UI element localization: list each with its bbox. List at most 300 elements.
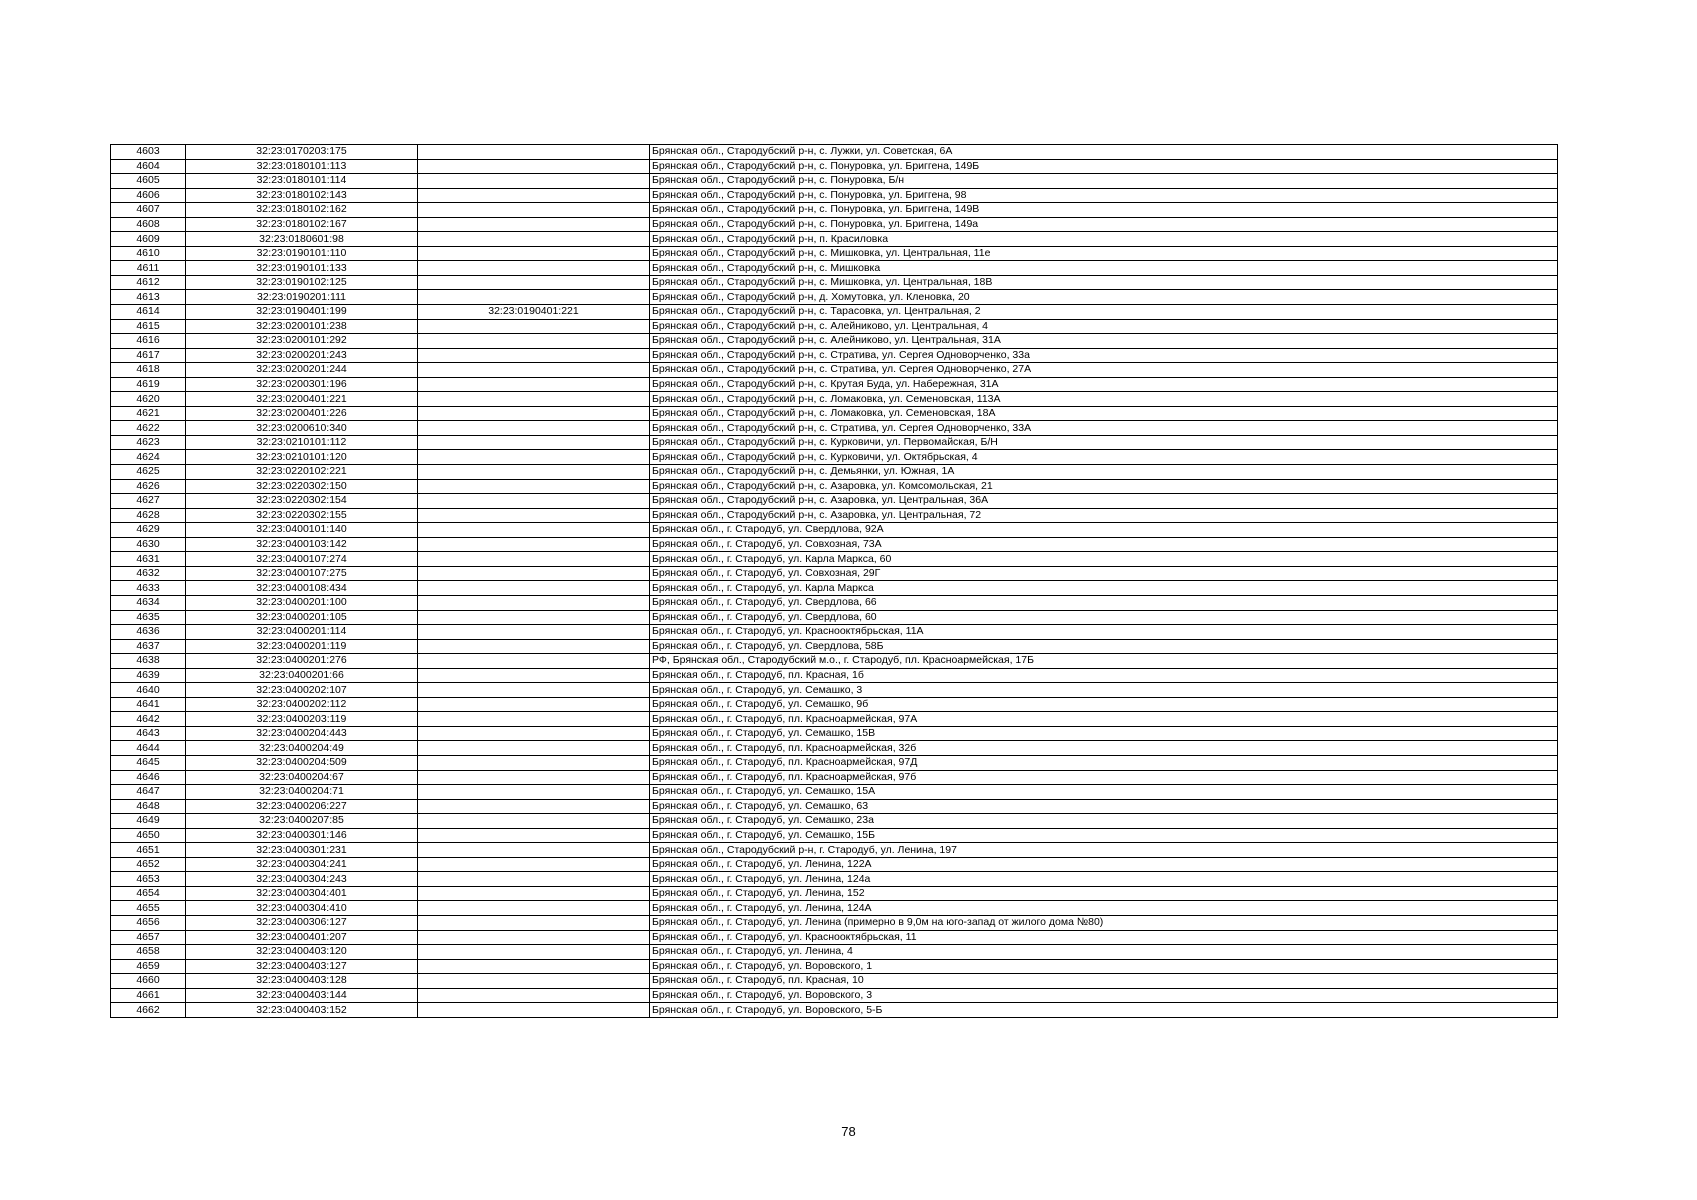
address-cell: Брянская обл., Стародубский р-н, с. Тарасовка, ул. Центральная, 2: [650, 305, 1558, 320]
row-number-cell: 4650: [111, 828, 186, 843]
address-cell: Брянская обл., Стародубский р-н, г. Стародуб, ул. Ленина, 197: [650, 843, 1558, 858]
table-row: [111, 799, 1558, 814]
cadastral-number-cell: 32:23:0400207:85: [186, 814, 418, 829]
address-cell: Брянская обл., Стародубский р-н, с. Алейниково, ул. Центральная, 31А: [650, 334, 1558, 349]
table-row: [111, 508, 1558, 523]
table-row: [111, 654, 1558, 669]
row-number-cell: 4613: [111, 290, 186, 305]
address-cell: Брянская обл., Стародубский р-н, д. Хомутовка, ул. Кленовка, 20: [650, 290, 1558, 305]
cadastral-number-cell: 32:23:0400202:107: [186, 683, 418, 698]
address-cell: Брянская обл., г. Стародуб, пл. Красноармейская, 97А: [650, 712, 1558, 727]
previous-cadastral-number-cell: [418, 261, 650, 276]
row-number-cell: 4638: [111, 654, 186, 669]
row-number-cell: 4649: [111, 814, 186, 829]
table-row: [111, 334, 1558, 349]
row-number-cell: 4614: [111, 305, 186, 320]
address-cell: Брянская обл., г. Стародуб, пл. Красная, 10: [650, 974, 1558, 989]
row-number-cell: 4657: [111, 930, 186, 945]
address-cell: Брянская обл., г. Стародуб, ул. Краснооктябрьская, 11А: [650, 625, 1558, 640]
table-row: [111, 814, 1558, 829]
previous-cadastral-number-cell: [418, 566, 650, 581]
row-number-cell: 4609: [111, 232, 186, 247]
address-cell: Брянская обл., Стародубский р-н, с. Мишковка, ул. Центральная, 18В: [650, 275, 1558, 290]
previous-cadastral-number-cell: [418, 290, 650, 305]
previous-cadastral-number-cell: [418, 901, 650, 916]
cadastral-number-cell: 32:23:0220302:155: [186, 508, 418, 523]
table-row: [111, 261, 1558, 276]
table-row: [111, 712, 1558, 727]
cadastral-number-cell: 32:23:0400403:120: [186, 945, 418, 960]
previous-cadastral-number-cell: [418, 188, 650, 203]
address-cell: Брянская обл., г. Стародуб, ул. Воровского, 5-Б: [650, 1003, 1558, 1018]
address-cell: Брянская обл., г. Стародуб, пл. Красноармейская, 97Д: [650, 755, 1558, 770]
address-cell: Брянская обл., г. Стародуб, ул. Семашко, 63: [650, 799, 1558, 814]
previous-cadastral-number-cell: [418, 523, 650, 538]
address-cell: РФ, Брянская обл., Стародубский м.о., г. Стародуб, пл. Красноармейская, 17Б: [650, 654, 1558, 669]
cadastral-number-cell: 32:23:0210101:120: [186, 450, 418, 465]
row-number-cell: 4630: [111, 537, 186, 552]
table-row: [111, 188, 1558, 203]
cadastral-number-cell: 32:23:0400204:509: [186, 755, 418, 770]
row-number-cell: 4639: [111, 668, 186, 683]
previous-cadastral-number-cell: [418, 377, 650, 392]
previous-cadastral-number-cell: [418, 537, 650, 552]
address-cell: Брянская обл., Стародубский р-н, с. Стратива, ул. Сергея Одноворченко, 33А: [650, 421, 1558, 436]
cadastral-number-cell: 32:23:0200401:226: [186, 406, 418, 421]
row-number-cell: 4616: [111, 334, 186, 349]
row-number-cell: 4658: [111, 945, 186, 960]
cadastral-number-cell: 32:23:0180601:98: [186, 232, 418, 247]
cadastral-number-cell: 32:23:0400206:227: [186, 799, 418, 814]
row-number-cell: 4634: [111, 595, 186, 610]
previous-cadastral-number-cell: 32:23:0190401:221: [418, 305, 650, 320]
table-row: [111, 930, 1558, 945]
address-cell: Брянская обл., г. Стародуб, ул. Свердлова, 60: [650, 610, 1558, 625]
table-row: [111, 479, 1558, 494]
cadastral-number-cell: 32:23:0200201:243: [186, 348, 418, 363]
table-row: [111, 159, 1558, 174]
row-number-cell: 4619: [111, 377, 186, 392]
table-row: [111, 726, 1558, 741]
previous-cadastral-number-cell: [418, 552, 650, 567]
cadastral-number-cell: 32:23:0190401:199: [186, 305, 418, 320]
table-row: [111, 828, 1558, 843]
table-row: [111, 639, 1558, 654]
table-row: [111, 450, 1558, 465]
address-cell: Брянская обл., г. Стародуб, пл. Красная, 1б: [650, 668, 1558, 683]
cadastral-number-cell: 32:23:0400103:142: [186, 537, 418, 552]
previous-cadastral-number-cell: [418, 217, 650, 232]
table-row: [111, 537, 1558, 552]
previous-cadastral-number-cell: [418, 959, 650, 974]
table-row: [111, 465, 1558, 480]
address-cell: Брянская обл., Стародубский р-н, с. Понуровка, ул. Бриггена, 98: [650, 188, 1558, 203]
cadastral-number-cell: 32:23:0400201:276: [186, 654, 418, 669]
table-row: [111, 174, 1558, 189]
previous-cadastral-number-cell: [418, 246, 650, 261]
registry-table: [110, 144, 1558, 1018]
address-cell: Брянская обл., Стародубский р-н, с. Демьянки, ул. Южная, 1А: [650, 465, 1558, 480]
cadastral-number-cell: 32:23:0400107:274: [186, 552, 418, 567]
address-cell: Брянская обл., Стародубский р-н, с. Курковичи, ул. Октябрьская, 4: [650, 450, 1558, 465]
address-cell: Брянская обл., Стародубский р-н, с. Лужки, ул. Советская, 6А: [650, 145, 1558, 160]
previous-cadastral-number-cell: [418, 319, 650, 334]
row-number-cell: 4651: [111, 843, 186, 858]
previous-cadastral-number-cell: [418, 741, 650, 756]
cadastral-number-cell: 32:23:0400204:443: [186, 726, 418, 741]
address-cell: Брянская обл., Стародубский р-н, с. Азаровка, ул. Центральная, 72: [650, 508, 1558, 523]
previous-cadastral-number-cell: [418, 857, 650, 872]
cadastral-number-cell: 32:23:0180102:143: [186, 188, 418, 203]
previous-cadastral-number-cell: [418, 974, 650, 989]
previous-cadastral-number-cell: [418, 174, 650, 189]
table-row: [111, 319, 1558, 334]
table-row: [111, 901, 1558, 916]
address-cell: Брянская обл., Стародубский р-н, с. Ломаковка, ул. Семеновская, 18А: [650, 406, 1558, 421]
cadastral-number-cell: 32:23:0200101:238: [186, 319, 418, 334]
cadastral-number-cell: 32:23:0220302:154: [186, 494, 418, 509]
row-number-cell: 4615: [111, 319, 186, 334]
previous-cadastral-number-cell: [418, 712, 650, 727]
cadastral-number-cell: 32:23:0400101:140: [186, 523, 418, 538]
previous-cadastral-number-cell: [418, 508, 650, 523]
row-number-cell: 4655: [111, 901, 186, 916]
cadastral-number-cell: 32:23:0190102:125: [186, 275, 418, 290]
table-row: [111, 785, 1558, 800]
table-row: [111, 595, 1558, 610]
address-cell: Брянская обл., Стародубский р-н, с. Понуровка, ул. Бриггена, 149а: [650, 217, 1558, 232]
row-number-cell: 4632: [111, 566, 186, 581]
previous-cadastral-number-cell: [418, 872, 650, 887]
previous-cadastral-number-cell: [418, 639, 650, 654]
row-number-cell: 4607: [111, 203, 186, 218]
row-number-cell: 4662: [111, 1003, 186, 1018]
table-row: [111, 581, 1558, 596]
cadastral-number-cell: 32:23:0400304:241: [186, 857, 418, 872]
address-cell: Брянская обл., г. Стародуб, ул. Семашко, 15В: [650, 726, 1558, 741]
cadastral-number-cell: 32:23:0400201:105: [186, 610, 418, 625]
cadastral-number-cell: 32:23:0180102:167: [186, 217, 418, 232]
row-number-cell: 4652: [111, 857, 186, 872]
address-cell: Брянская обл., Стародубский р-н, с. Мишковка, ул. Центральная, 11е: [650, 246, 1558, 261]
address-cell: Брянская обл., г. Стародуб, ул. Ленина, 124А: [650, 901, 1558, 916]
previous-cadastral-number-cell: [418, 814, 650, 829]
previous-cadastral-number-cell: [418, 275, 650, 290]
row-number-cell: 4617: [111, 348, 186, 363]
table-row: [111, 290, 1558, 305]
address-cell: Брянская обл., г. Стародуб, ул. Свердлова, 58Б: [650, 639, 1558, 654]
previous-cadastral-number-cell: [418, 392, 650, 407]
previous-cadastral-number-cell: [418, 465, 650, 480]
cadastral-number-cell: 32:23:0170203:175: [186, 145, 418, 160]
cadastral-number-cell: 32:23:0400204:67: [186, 770, 418, 785]
table-row: [111, 872, 1558, 887]
previous-cadastral-number-cell: [418, 479, 650, 494]
address-cell: Брянская обл., Стародубский р-н, с. Мишковка: [650, 261, 1558, 276]
row-number-cell: 4629: [111, 523, 186, 538]
table-row: [111, 755, 1558, 770]
address-cell: Брянская обл., Стародубский р-н, с. Крутая Буда, ул. Набережная, 31А: [650, 377, 1558, 392]
row-number-cell: 4621: [111, 406, 186, 421]
address-cell: Брянская обл., г. Стародуб, ул. Семашко, 3: [650, 683, 1558, 698]
cadastral-number-cell: 32:23:0400304:243: [186, 872, 418, 887]
table-row: [111, 843, 1558, 858]
cadastral-number-cell: 32:23:0220102:221: [186, 465, 418, 480]
table-row: [111, 857, 1558, 872]
address-cell: Брянская обл., Стародубский р-н, с. Понуровка, ул. Бриггена, 149Б: [650, 159, 1558, 174]
table-row: [111, 770, 1558, 785]
table-row: [111, 435, 1558, 450]
address-cell: Брянская обл., Стародубский р-н, п. Красиловка: [650, 232, 1558, 247]
row-number-cell: 4626: [111, 479, 186, 494]
address-cell: Брянская обл., г. Стародуб, ул. Свердлова, 66: [650, 595, 1558, 610]
cadastral-number-cell: 32:23:0190101:110: [186, 246, 418, 261]
previous-cadastral-number-cell: [418, 232, 650, 247]
previous-cadastral-number-cell: [418, 595, 650, 610]
table-row: [111, 377, 1558, 392]
previous-cadastral-number-cell: [418, 886, 650, 901]
previous-cadastral-number-cell: [418, 945, 650, 960]
row-number-cell: 4608: [111, 217, 186, 232]
cadastral-number-cell: 32:23:0400401:207: [186, 930, 418, 945]
table-row: [111, 974, 1558, 989]
table-row: [111, 203, 1558, 218]
row-number-cell: 4643: [111, 726, 186, 741]
table-row: [111, 246, 1558, 261]
previous-cadastral-number-cell: [418, 799, 650, 814]
table-row: [111, 1003, 1558, 1018]
row-number-cell: 4641: [111, 697, 186, 712]
row-number-cell: 4636: [111, 625, 186, 640]
address-cell: Брянская обл., Стародубский р-н, с. Курковичи, ул. Первомайская, Б/Н: [650, 435, 1558, 450]
cadastral-number-cell: 32:23:0400202:112: [186, 697, 418, 712]
table-row: [111, 363, 1558, 378]
cadastral-number-cell: 32:23:0190201:111: [186, 290, 418, 305]
previous-cadastral-number-cell: [418, 435, 650, 450]
cadastral-number-cell: 32:23:0400201:119: [186, 639, 418, 654]
cadastral-number-cell: 32:23:0400201:66: [186, 668, 418, 683]
previous-cadastral-number-cell: [418, 625, 650, 640]
previous-cadastral-number-cell: [418, 828, 650, 843]
row-number-cell: 4612: [111, 275, 186, 290]
table-row: [111, 566, 1558, 581]
row-number-cell: 4610: [111, 246, 186, 261]
table-row: [111, 523, 1558, 538]
cadastral-number-cell: 32:23:0400301:146: [186, 828, 418, 843]
table-row: [111, 625, 1558, 640]
address-cell: Брянская обл., г. Стародуб, пл. Красноармейская, 32б: [650, 741, 1558, 756]
row-number-cell: 4604: [111, 159, 186, 174]
previous-cadastral-number-cell: [418, 159, 650, 174]
row-number-cell: 4605: [111, 174, 186, 189]
row-number-cell: 4627: [111, 494, 186, 509]
address-cell: Брянская обл., г. Стародуб, ул. Воровского, 3: [650, 988, 1558, 1003]
table-row: [111, 392, 1558, 407]
cadastral-number-cell: 32:23:0200401:221: [186, 392, 418, 407]
row-number-cell: 4618: [111, 363, 186, 378]
row-number-cell: 4661: [111, 988, 186, 1003]
table-row: [111, 668, 1558, 683]
previous-cadastral-number-cell: [418, 697, 650, 712]
previous-cadastral-number-cell: [418, 421, 650, 436]
previous-cadastral-number-cell: [418, 726, 650, 741]
row-number-cell: 4640: [111, 683, 186, 698]
address-cell: Брянская обл., Стародубский р-н, с. Стратива, ул. Сергея Одноворченко, 33а: [650, 348, 1558, 363]
row-number-cell: 4631: [111, 552, 186, 567]
previous-cadastral-number-cell: [418, 785, 650, 800]
cadastral-number-cell: 32:23:0190101:133: [186, 261, 418, 276]
row-number-cell: 4611: [111, 261, 186, 276]
cadastral-number-cell: 32:23:0400403:127: [186, 959, 418, 974]
previous-cadastral-number-cell: [418, 988, 650, 1003]
row-number-cell: 4624: [111, 450, 186, 465]
address-cell: Брянская обл., г. Стародуб, ул. Совхозная, 73А: [650, 537, 1558, 552]
cadastral-number-cell: 32:23:0400201:114: [186, 625, 418, 640]
registry-table-body: [111, 145, 1558, 1018]
cadastral-number-cell: 32:23:0400204:71: [186, 785, 418, 800]
row-number-cell: 4628: [111, 508, 186, 523]
address-cell: Брянская обл., г. Стародуб, ул. Семашко, 23а: [650, 814, 1558, 829]
table-row: [111, 348, 1558, 363]
table-row: [111, 217, 1558, 232]
row-number-cell: 4656: [111, 915, 186, 930]
cadastral-number-cell: 32:23:0180101:114: [186, 174, 418, 189]
row-number-cell: 4653: [111, 872, 186, 887]
previous-cadastral-number-cell: [418, 1003, 650, 1018]
previous-cadastral-number-cell: [418, 145, 650, 160]
table-row: [111, 988, 1558, 1003]
cadastral-number-cell: 32:23:0400108:434: [186, 581, 418, 596]
cadastral-number-cell: 32:23:0180101:113: [186, 159, 418, 174]
address-cell: Брянская обл., г. Стародуб, ул. Ленина (примерно в 9,0м на юго-запад от жилого дома №80): [650, 915, 1558, 930]
address-cell: Брянская обл., г. Стародуб, ул. Совхозная, 29Г: [650, 566, 1558, 581]
row-number-cell: 4645: [111, 755, 186, 770]
cadastral-number-cell: 32:23:0400304:401: [186, 886, 418, 901]
address-cell: Брянская обл., г. Стародуб, ул. Карла Маркса: [650, 581, 1558, 596]
address-cell: Брянская обл., Стародубский р-н, с. Азаровка, ул. Комсомольская, 21: [650, 479, 1558, 494]
previous-cadastral-number-cell: [418, 348, 650, 363]
address-cell: Брянская обл., г. Стародуб, ул. Воровского, 1: [650, 959, 1558, 974]
cadastral-number-cell: 32:23:0400403:144: [186, 988, 418, 1003]
cadastral-number-cell: 32:23:0200201:244: [186, 363, 418, 378]
address-cell: Брянская обл., Стародубский р-н, с. Азаровка, ул. Центральная, 36А: [650, 494, 1558, 509]
previous-cadastral-number-cell: [418, 683, 650, 698]
address-cell: Брянская обл., г. Стародуб, ул. Свердлова, 92А: [650, 523, 1558, 538]
address-cell: Брянская обл., г. Стародуб, ул. Семашко, 9б: [650, 697, 1558, 712]
row-number-cell: 4622: [111, 421, 186, 436]
table-row: [111, 494, 1558, 509]
address-cell: Брянская обл., Стародубский р-н, с. Ломаковка, ул. Семеновская, 113А: [650, 392, 1558, 407]
previous-cadastral-number-cell: [418, 755, 650, 770]
table-row: [111, 421, 1558, 436]
table-row: [111, 683, 1558, 698]
address-cell: Брянская обл., г. Стародуб, ул. Семашко, 15А: [650, 785, 1558, 800]
cadastral-number-cell: 32:23:0180102:162: [186, 203, 418, 218]
cadastral-number-cell: 32:23:0210101:112: [186, 435, 418, 450]
cadastral-number-cell: 32:23:0220302:150: [186, 479, 418, 494]
table-row: [111, 406, 1558, 421]
row-number-cell: 4620: [111, 392, 186, 407]
cadastral-number-cell: 32:23:0400201:100: [186, 595, 418, 610]
address-cell: Брянская обл., г. Стародуб, ул. Ленина, 122А: [650, 857, 1558, 872]
address-cell: Брянская обл., г. Стародуб, ул. Карла Маркса, 60: [650, 552, 1558, 567]
previous-cadastral-number-cell: [418, 654, 650, 669]
cadastral-number-cell: 32:23:0400203:119: [186, 712, 418, 727]
cadastral-number-cell: 32:23:0400204:49: [186, 741, 418, 756]
row-number-cell: 4644: [111, 741, 186, 756]
row-number-cell: 4625: [111, 465, 186, 480]
cadastral-number-cell: 32:23:0400301:231: [186, 843, 418, 858]
row-number-cell: 4635: [111, 610, 186, 625]
cadastral-number-cell: 32:23:0200610:340: [186, 421, 418, 436]
address-cell: Брянская обл., г. Стародуб, ул. Краснооктябрьская, 11: [650, 930, 1558, 945]
table-row: [111, 886, 1558, 901]
cadastral-number-cell: 32:23:0200301:196: [186, 377, 418, 392]
cadastral-number-cell: 32:23:0400403:128: [186, 974, 418, 989]
row-number-cell: 4633: [111, 581, 186, 596]
table-row: [111, 610, 1558, 625]
row-number-cell: 4637: [111, 639, 186, 654]
row-number-cell: 4642: [111, 712, 186, 727]
row-number-cell: 4660: [111, 974, 186, 989]
row-number-cell: 4647: [111, 785, 186, 800]
cadastral-number-cell: 32:23:0400107:275: [186, 566, 418, 581]
previous-cadastral-number-cell: [418, 494, 650, 509]
address-cell: Брянская обл., г. Стародуб, ул. Ленина, 124а: [650, 872, 1558, 887]
address-cell: Брянская обл., Стародубский р-н, с. Понуровка, ул. Бриггена, 149В: [650, 203, 1558, 218]
address-cell: Брянская обл., Стародубский р-н, с. Понуровка, Б/н: [650, 174, 1558, 189]
previous-cadastral-number-cell: [418, 450, 650, 465]
address-cell: Брянская обл., г. Стародуб, ул. Ленина, 152: [650, 886, 1558, 901]
table-row: [111, 552, 1558, 567]
previous-cadastral-number-cell: [418, 843, 650, 858]
table-row: [111, 959, 1558, 974]
cadastral-number-cell: 32:23:0200101:292: [186, 334, 418, 349]
row-number-cell: 4659: [111, 959, 186, 974]
cadastral-number-cell: 32:23:0400304:410: [186, 901, 418, 916]
previous-cadastral-number-cell: [418, 334, 650, 349]
previous-cadastral-number-cell: [418, 610, 650, 625]
previous-cadastral-number-cell: [418, 930, 650, 945]
table-row: [111, 915, 1558, 930]
table-row: [111, 305, 1558, 320]
previous-cadastral-number-cell: [418, 668, 650, 683]
table-row: [111, 275, 1558, 290]
page-number: 78: [841, 1124, 856, 1139]
table-row: [111, 945, 1558, 960]
table-row: [111, 232, 1558, 247]
cadastral-number-cell: 32:23:0400306:127: [186, 915, 418, 930]
table-row: [111, 145, 1558, 160]
previous-cadastral-number-cell: [418, 770, 650, 785]
row-number-cell: 4623: [111, 435, 186, 450]
previous-cadastral-number-cell: [418, 406, 650, 421]
row-number-cell: 4646: [111, 770, 186, 785]
table-row: [111, 741, 1558, 756]
address-cell: Брянская обл., Стародубский р-н, с. Стратива, ул. Сергея Одноворченко, 27А: [650, 363, 1558, 378]
row-number-cell: 4654: [111, 886, 186, 901]
address-cell: Брянская обл., г. Стародуб, пл. Красноармейская, 97б: [650, 770, 1558, 785]
table-row: [111, 697, 1558, 712]
address-cell: Брянская обл., г. Стародуб, ул. Ленина, 4: [650, 945, 1558, 960]
address-cell: Брянская обл., Стародубский р-н, с. Алейниково, ул. Центральная, 4: [650, 319, 1558, 334]
address-cell: Брянская обл., г. Стародуб, ул. Семашко, 15Б: [650, 828, 1558, 843]
row-number-cell: 4603: [111, 145, 186, 160]
cadastral-number-cell: 32:23:0400403:152: [186, 1003, 418, 1018]
row-number-cell: 4606: [111, 188, 186, 203]
previous-cadastral-number-cell: [418, 363, 650, 378]
previous-cadastral-number-cell: [418, 915, 650, 930]
